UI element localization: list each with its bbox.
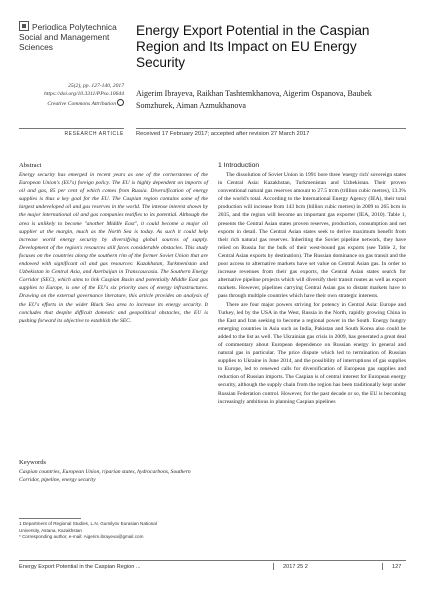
footer-divider — [19, 560, 406, 561]
volume-info: 2017 25 2 — [283, 564, 308, 570]
journal-logo-icon — [19, 21, 29, 31]
journal-name-line-2: Social and Management — [19, 32, 110, 42]
journal-name-line-3: Sciences — [19, 42, 53, 52]
page-number: 127 — [392, 564, 402, 570]
introduction-heading: 1 Introduction — [218, 162, 260, 169]
creative-commons-icon — [117, 99, 124, 106]
introduction-paragraph-1: The dissolution of Soviet Union in 1991 bore three 'energy rich' sovereign states in Central Asia: Kazakhstan, Turkmenistan and Uzbekistan. Their proven conventional natural gas reserves amount to 27.5 trcm (trillion cubic metres), 13.3% of the world's total. According to the International Energy Agency (IEA), their total production will increase from 143 bcm (billion cubic metres) in 2009 to 265 bcm in 2035, and the region will become an important gas exporter (IEA, 2010). Table 1, presents the Central Asian states proven reserves, production, consumption and net exports in detail. The Central Asian states seek to derive maximum benefit from their rich natural gas reserves. Inheriting the Soviet pipeline network, they have relied on Russia for the bulk of their west-bound gas exports (see Table 2, for Central Asian exports by destination). The Russian dominance on gas transit and the poor access to alternative markets have set value on Central Asian gas. In order to increase revenues from their gas exports, the Central Asian states search for alternative pipeline projects which will diversify their transit routes as well as export markets. However, pipelines carrying Central Asian gas to distant markets have to pass through multiple countries which have their own strategic interests. — [218, 172, 406, 300]
author-list: Aigerim Ibrayeva, Raikhan Tashtemkhanova, Aigerim Ospanova, Baubek Somzhurek, Aiman Azmukhanova — [136, 89, 372, 110]
footnote-affiliation: 1 Department of Regional Studies, L.N. Gumilyov Eurasian National University, Astana, Kazakhstan — [19, 521, 157, 533]
running-title: Energy Export Potential in the Caspian Region ... — [19, 564, 141, 570]
article-title: Energy Export Potential in the Caspian Region and Its Impact on EU Energy Security — [136, 23, 370, 70]
introduction-body — [218, 171, 406, 406]
citation-doi[interactable]: https://doi.org/10.3311/PPso.10644 — [43, 91, 124, 98]
footnote-corresponding[interactable]: * Corresponding author, e-mail: Aigerim.ibrayeva@gmail.com — [19, 534, 144, 540]
citation-block — [19, 82, 124, 108]
journal-name — [19, 21, 124, 52]
keywords-text: Caspian countries, European Union, riparian states, hydrocarbons, Southern Corridor, pipeline, energy security — [19, 469, 191, 484]
footer-separator — [382, 563, 383, 570]
article-type-label: RESEARCH ARTICLE — [64, 131, 124, 137]
citation-license: Creative Commons Attribution — [19, 99, 124, 108]
divider-left — [19, 128, 124, 129]
keywords-heading: Keywords — [19, 459, 47, 466]
abstract-text: Energy security has emerged in recent years as one of the cornerstones of the European Union's (EU's) foreign policy. The EU is highly dependent on imports of oil and gas, 85 per cent of which comes from Russia. Diversification of energy supplies is thus a key goal for the EU. The Caspian region contains some of the largest undeveloped oil and gas reserves in the world. The intense interest shown by the major international oil and gas companies testifies to its potential. Although the area is unlikely to become "another Middle East", it could become a major oil supplier at the margin, much as the North Sea is today. As such it could help increase world energy security by diversifying global sources of supply. Development of the region's resources still faces considerable obstacles. This study focuses on the countries along the southern rim of the former Soviet Union that are endowed with significant oil and gas resources: Kazakhstan, Turkmenistan and Uzbekistan in Central Asia, and Azerbaijan in Transcaucasia. The Southern Energy Corridor (SEC), which aims to link Caspian Basin and potentially Middle East gas supplies to Europe, is one of the EU's six priority axes of energy infrastructures. Drawing on the external governance literature, this article provides an analysis of the EU's efforts in the wider Black Sea area to increase its energy security. It concludes that despite difficult domestic and geopolitical obstacles, the EU is pushing forward its objective to establish the SEC. — [19, 172, 208, 324]
footer-separator — [273, 563, 274, 570]
abstract-heading: Abstract — [19, 162, 42, 169]
divider-right — [136, 128, 406, 129]
journal-name-line-1: Periodica Polytechnica — [19, 21, 124, 32]
received-date: Received 17 February 2017; accepted after revision 27 March 2017 — [136, 131, 310, 137]
footnote-divider — [19, 518, 81, 519]
footnotes — [19, 521, 169, 541]
introduction-paragraph-2: There are four major powers striving for potency in Central Asia: Europe and Turkey, led by the USA in the West, Russia in the North, rapidly growing China in the East and Iran seeking to become a regional power in the South. Energy hungry emerging countries in Asia such as India, Pakistan and South Korea also could be added to the list as well. The Ukrainian gas crisis in 2009, has generated a great deal of commentary about European dependence on Russian energy in general and natural gas in particular. The price dispute which led to termination of Russian supplies to Ukraine in June 2014, and the possibility of interruptions of gas supplies to Europe, led to renewed calls for diversification of European gas supplies and reduction of Russian imports. The Caspian is of central interest for European energy security, although the supply chain from the region has been traditionally kept under Russian Federation control. However, for the past decade or so, the EU is becoming increasingly ambitious in planning Caspian pipelines — [218, 301, 406, 405]
citation-volume: 25(2), pp. 127-140, 2017 — [68, 83, 124, 89]
